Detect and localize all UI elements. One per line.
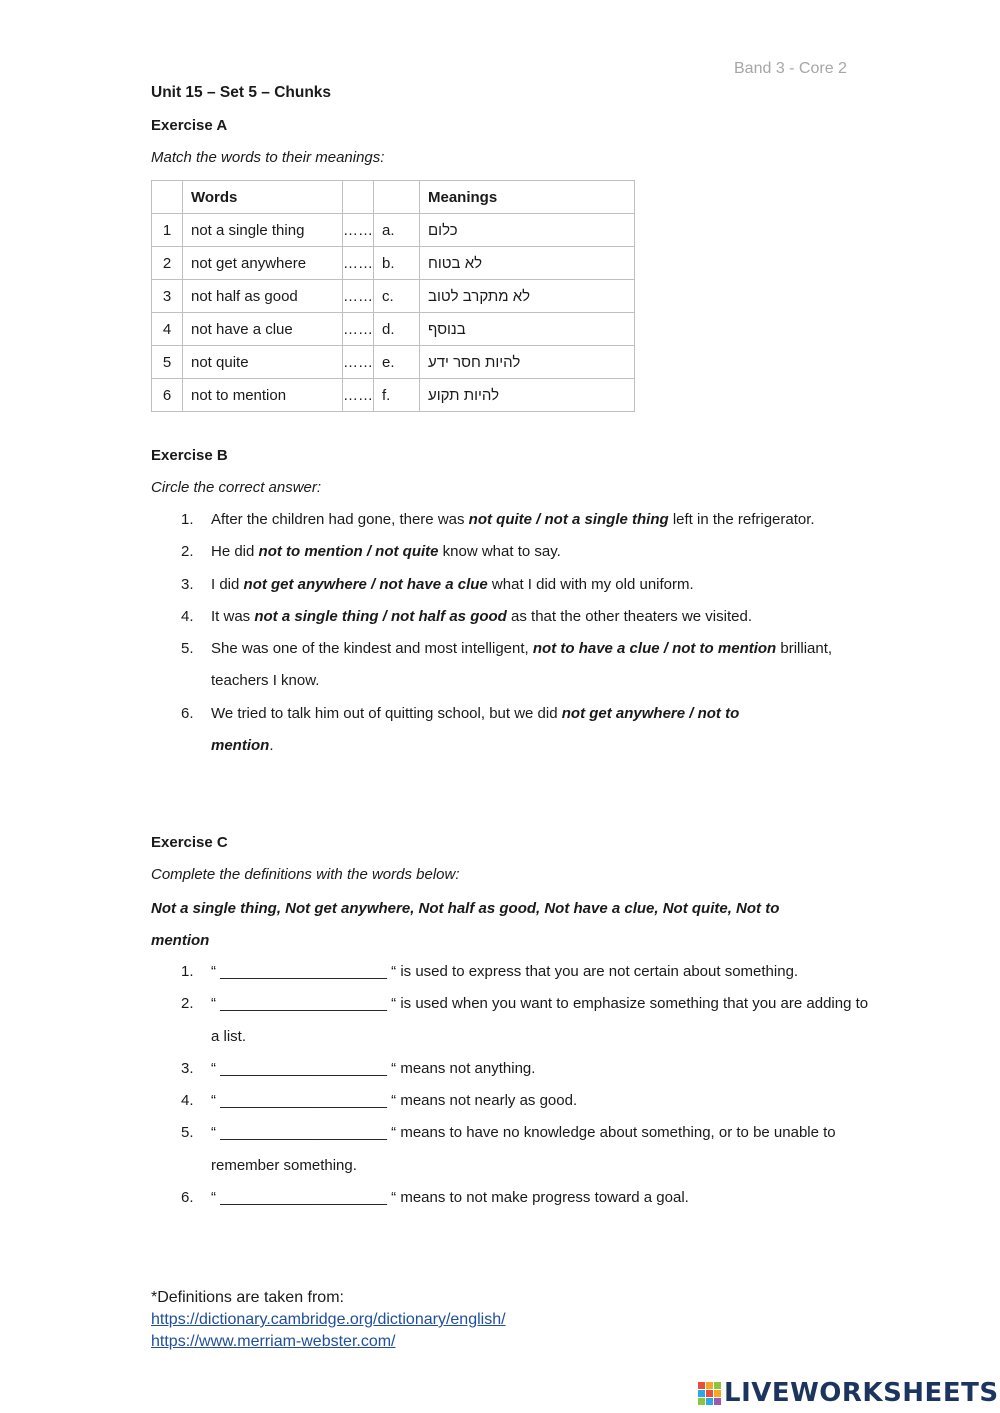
- fill-blank[interactable]: “ ____________________ “: [211, 1189, 397, 1207]
- row-meaning: בנוסף: [420, 313, 635, 346]
- sources-note: *Definitions are taken from:: [151, 1289, 344, 1306]
- list-item: 2. “ ____________________ “ is used when you want to emphasize something that you are adding to a list.: [151, 988, 871, 1053]
- header-letter: [374, 181, 420, 214]
- header-band-label: Band 3 - Core 2: [734, 60, 847, 77]
- unit-title: Unit 15 – Set 5 – Chunks: [151, 84, 332, 101]
- answer-blank[interactable]: ……: [343, 379, 374, 412]
- row-num: 4: [152, 313, 183, 346]
- answer-options[interactable]: not to mention / not quite: [258, 543, 439, 561]
- item-number: 6.: [181, 704, 194, 722]
- row-meaning: להיות חסר ידע: [420, 346, 635, 379]
- exercise-b-list: [151, 504, 871, 762]
- row-num: 3: [152, 280, 183, 313]
- exercise-a-instruction: Match the words to their meanings:: [151, 149, 385, 166]
- row-meaning: לא בטוח: [420, 247, 635, 280]
- footer-sources: [151, 1287, 506, 1353]
- header-num: [152, 181, 183, 214]
- list-item: 3. I did not get anywhere / not have a clue what I did with my old uniform.: [151, 569, 871, 601]
- answer-options[interactable]: not to have a clue / not to mention: [532, 640, 777, 658]
- row-letter: f.: [374, 379, 420, 412]
- answer-blank[interactable]: ……: [343, 280, 374, 313]
- answer-options[interactable]: not quite / not a single thing: [468, 511, 669, 528]
- item-number: 5.: [181, 1124, 194, 1142]
- fill-blank[interactable]: “ ____________________ “: [211, 963, 397, 980]
- answer-options[interactable]: not a single thing / not half as good: [254, 607, 507, 625]
- list-item: 1. After the children had gone, there was not quite / not a single thing left in the refrigerator.: [151, 504, 871, 536]
- list-item: 5. She was one of the kindest and most intelligent, not to have a clue / not to mention brilliant, teachers I know.: [151, 633, 871, 698]
- table-row: [152, 280, 635, 313]
- exercise-a-title: Exercise A: [151, 117, 228, 134]
- row-word: not get anywhere: [183, 247, 343, 280]
- list-item: 5. “ ____________________ “ means to have no knowledge about something, or to be unable to remember something.: [151, 1117, 871, 1182]
- logo-text: LIVEWORKSHEETS: [724, 1378, 999, 1408]
- list-item: 6. “ ____________________ “ means to not make progress toward a goal.: [151, 1182, 871, 1214]
- exercise-b-title: Exercise B: [151, 447, 228, 464]
- matching-table: [151, 180, 635, 412]
- header-blank: [343, 181, 374, 214]
- merriam-webster-link[interactable]: https://www.merriam-webster.com/: [151, 1333, 396, 1350]
- row-letter: b.: [374, 247, 420, 280]
- answer-blank[interactable]: ……: [343, 346, 374, 379]
- list-item: 6. We tried to talk him out of quitting school, but we did not get anywhere / not to mention.: [151, 698, 871, 763]
- header-meanings: Meanings: [420, 181, 635, 214]
- row-word: not quite: [183, 346, 343, 379]
- table-row: [152, 313, 635, 346]
- list-item: 2. He did not to mention / not quite know what to say.: [151, 536, 871, 568]
- fill-blank[interactable]: “ ____________________ “: [211, 1092, 397, 1110]
- row-word: not half as good: [183, 280, 343, 313]
- answer-options[interactable]: not get anywhere / not have a clue: [243, 575, 488, 593]
- row-word: not have a clue: [183, 313, 343, 346]
- item-number: 3.: [181, 575, 194, 593]
- row-word: not a single thing: [183, 214, 343, 247]
- item-number: 2.: [181, 995, 194, 1013]
- row-letter: e.: [374, 346, 420, 379]
- row-num: 1: [152, 214, 183, 247]
- item-number: 5.: [181, 640, 194, 658]
- fill-blank[interactable]: “ ____________________ “: [211, 1059, 397, 1077]
- row-meaning: להיות תקוע: [420, 379, 635, 412]
- exercise-b-instruction: Circle the correct answer:: [151, 479, 322, 496]
- list-item: 1. “ ____________________ “ is used to express that you are not certain about something.: [151, 956, 871, 988]
- answer-blank[interactable]: ……: [343, 313, 374, 346]
- exercise-c-instruction: Complete the definitions with the words below:: [151, 866, 460, 883]
- table-row: [152, 247, 635, 280]
- table-header-row: [152, 181, 635, 214]
- item-number: 3.: [181, 1059, 194, 1077]
- row-meaning: לא מתקרב לטוב: [420, 280, 635, 313]
- exercise-c-list: [151, 956, 871, 1214]
- exercise-c-title: Exercise C: [151, 834, 228, 851]
- item-number: 4.: [181, 1092, 194, 1110]
- answer-blank[interactable]: ……: [343, 247, 374, 280]
- item-number: 2.: [181, 543, 194, 561]
- row-num: 2: [152, 247, 183, 280]
- liveworksheets-logo: [698, 1377, 999, 1409]
- logo-grid-icon: [698, 1382, 721, 1405]
- row-num: 5: [152, 346, 183, 379]
- list-item: 4. It was not a single thing / not half as good as that the other theaters we visited.: [151, 601, 871, 633]
- list-item: 4. “ ____________________ “ means not nearly as good.: [151, 1085, 871, 1117]
- fill-blank[interactable]: “ ____________________ “: [211, 995, 397, 1013]
- item-number: 4.: [181, 607, 194, 625]
- answer-options[interactable]: not get anywhere / not to mention: [211, 704, 740, 755]
- table-row: [152, 214, 635, 247]
- table-row: [152, 379, 635, 412]
- item-number: 1.: [181, 963, 194, 980]
- item-number: 6.: [181, 1189, 194, 1207]
- row-word: not to mention: [183, 379, 343, 412]
- fill-blank[interactable]: “ ____________________ “: [211, 1124, 397, 1142]
- word-bank: Not a single thing, Not get anywhere, Not half as good, Not have a clue, Not quite, Not to mention: [151, 900, 780, 950]
- item-number: 1.: [181, 511, 194, 528]
- table-row: [152, 346, 635, 379]
- cambridge-link[interactable]: https://dictionary.cambridge.org/dictionary/english/: [151, 1311, 506, 1328]
- header-words: Words: [183, 181, 343, 214]
- row-letter: c.: [374, 280, 420, 313]
- answer-blank[interactable]: ……: [343, 214, 374, 247]
- list-item: 3. “ ____________________ “ means not anything.: [151, 1053, 871, 1085]
- row-letter: a.: [374, 214, 420, 247]
- row-num: 6: [152, 379, 183, 412]
- row-letter: d.: [374, 313, 420, 346]
- row-meaning: כלום: [420, 214, 635, 247]
